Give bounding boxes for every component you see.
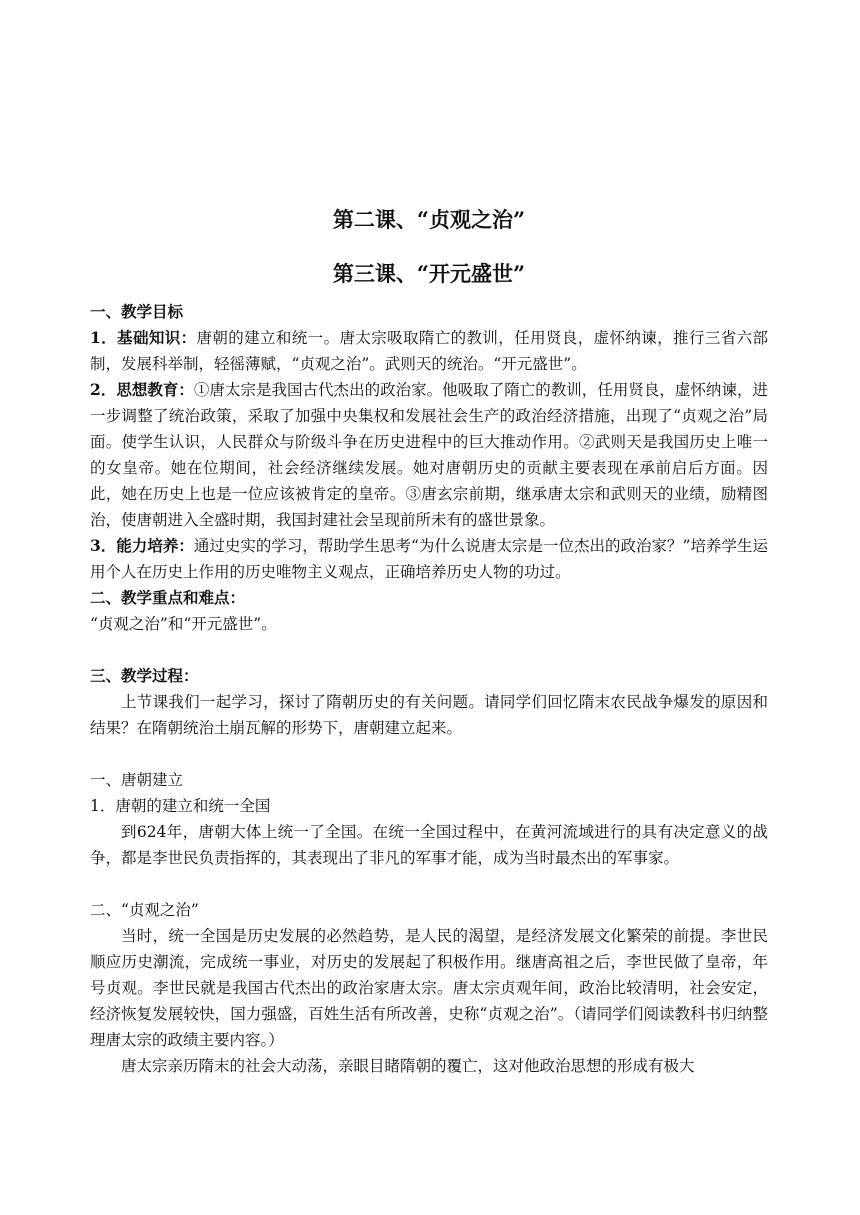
spacer <box>90 637 768 663</box>
lesson3-title: 第三课、“开元盛世” <box>332 261 526 286</box>
lesson2-title: 第二课、“贞观之治” <box>332 207 526 232</box>
spacer <box>90 871 768 897</box>
ability-label: 3．能力培养： <box>90 536 194 555</box>
basic-knowledge-label: 1．基础知识： <box>90 328 197 347</box>
process-intro: 上节课我们一起学习，探讨了隋朝历史的有关问题。请同学们回忆隋末农民战争爆发的原因和结果？在隋朝统治土崩瓦解的形势下，唐朝建立起来。 <box>90 693 768 737</box>
section2-text-1: 当时，统一全国是历史发展的必然趋势，是人民的渴望，是经济发展文化繁荣的前提。李世民顺应历史潮流，完成统一事业，对历史的发展起了积极作用。继唐高祖之后，李世民做了皇帝，年号贞观。李世民就是我国古代杰出的政治家唐太宗。唐太宗贞观年间，政治比较清明，社会安定，经济恢复发展较快，国力强盛，百姓生活有所改善，史称“贞观之治”。（请同学们阅读教科书归纳整理唐太宗的政绩主要内容。） <box>90 927 768 1049</box>
ability-paragraph <box>90 533 768 585</box>
section2-heading: 二、“贞观之治” <box>90 901 199 919</box>
ability-text: 通过史实的学习，帮助学生思考“为什么说唐太宗是一位杰出的政治家？”培养学生运用个人在历史上作用的历史唯物主义观点，正确培养历史人物的功过。 <box>90 537 768 581</box>
basic-knowledge-text: 唐朝的建立和统一。唐太宗吸取隋亡的教训，任用贤良，虚怀纳谏，推行三省六部制，发展科举制，轻徭薄赋，“贞观之治”。武则天的统治。“开元盛世”。 <box>90 329 768 373</box>
section2-text-2: 唐太宗亲历隋末的社会大动荡，亲眼目睹隋朝的覆亡，这对他政治思想的形成有极大 <box>121 1057 695 1075</box>
section1-subheading: 1．唐朝的建立和统一全国 <box>90 797 271 815</box>
key-points-heading: 二、教学重点和难点： <box>90 588 246 607</box>
basic-knowledge-paragraph <box>90 325 768 377</box>
thought-education-label: 2．思想教育： <box>90 380 194 399</box>
thought-education-paragraph <box>90 377 768 533</box>
section1-text: 到624年，唐朝大体上统一了全国。在统一全国过程中，在黄河流域进行的具有决定意义的战争，都是李世民负责指挥的，其表现出了非凡的军事才能，成为当时最杰出的军事家。 <box>90 823 768 867</box>
objectives-heading: 一、教学目标 <box>90 302 184 321</box>
document-body <box>90 205 768 1079</box>
spacer <box>90 741 768 767</box>
section1-heading: 一、唐朝建立 <box>90 771 184 789</box>
process-heading: 三、教学过程： <box>90 666 199 685</box>
thought-education-text: ①唐太宗是我国古代杰出的政治家。他吸取了隋亡的教训，任用贤良，虚怀纳谏，进一步调整了统治政策，采取了加强中央集权和发展社会生产的政治经济措施，出现了“贞观之治”局面。使学生认识，人民群众与阶级斗争在历史进程中的巨大推动作用。②武则天是我国历史上唯一的女皇帝。她在位期间，社会经济继续发展。她对唐朝历史的贡献主要表现在承前启后方面。因此，她在历史上也是一位应该被肯定的皇帝。③唐玄宗前期，继承唐太宗和武则天的业绩，励精图治，使唐朝进入全盛时期，我国封建社会呈现前所未有的盛世景象。 <box>90 381 768 529</box>
key-points-text: “贞观之治”和“开元盛世”。 <box>90 615 277 633</box>
